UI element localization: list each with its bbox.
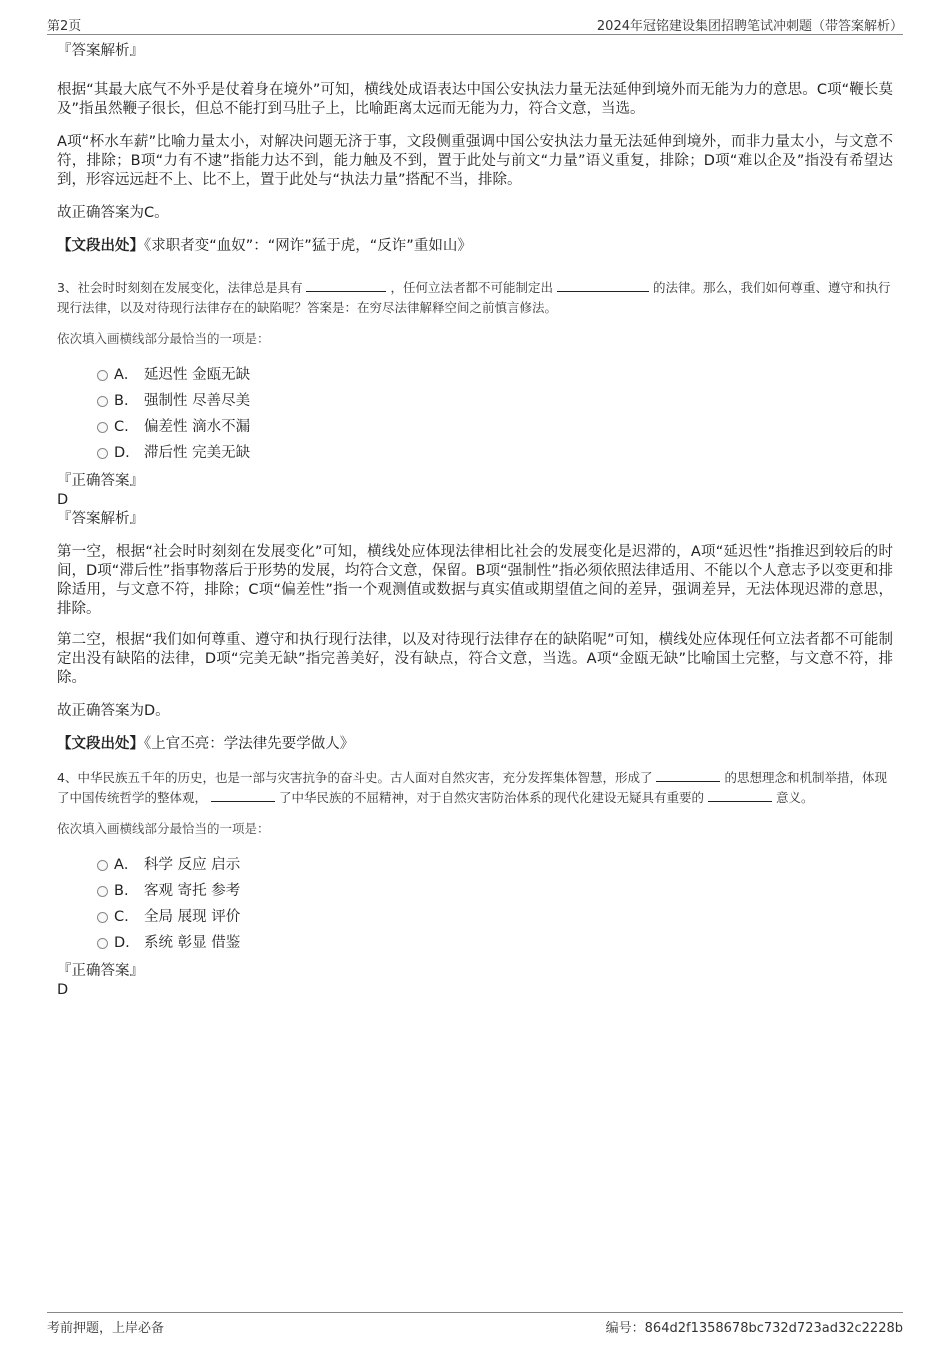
analysis-label: 『答案解析』: [57, 43, 144, 59]
fill-blank: [211, 788, 275, 802]
page-number: 第2页: [47, 19, 82, 34]
radio-icon[interactable]: [97, 448, 108, 459]
footer-slogan: 考前押题，上岸必备: [47, 1321, 165, 1336]
source-line: [57, 237, 893, 256]
question-instruction: 依次填入画横线部分最恰当的一项是：: [57, 331, 270, 346]
option-b[interactable]: B. 客观 寄托 参考: [57, 878, 893, 904]
radio-icon[interactable]: [97, 422, 108, 433]
option-d[interactable]: D. 滞后性 完美无缺: [57, 440, 893, 466]
question-stem: 3、社会时时刻刻在发展变化，法律总是具有 ，任何立法者都不可能制定出 的法律。那么，我们如何尊重、遵守和执行现行法律，以及对待现行法律存在的缺陷呢？答案是：在穷尽法律解释空间之前慎言修法。: [57, 280, 891, 315]
fill-blank: [656, 768, 720, 782]
fill-blank: [708, 788, 772, 802]
source-text: 《上官丕亮：学法律先要学做人》: [144, 736, 355, 752]
source-line: [57, 735, 893, 754]
option-b[interactable]: B. 强制性 尽善尽美: [57, 388, 893, 414]
fill-blank: [557, 278, 649, 292]
option-c[interactable]: C. 全局 展现 评价: [57, 904, 893, 930]
question-instruction: 依次填入画横线部分最恰当的一项是：: [57, 821, 270, 836]
option-c[interactable]: C. 偏差性 滴水不漏: [57, 414, 893, 440]
option-list: [57, 362, 893, 466]
page-header: [47, 12, 903, 35]
conclusion-paragraph: 故正确答案为C。: [57, 205, 169, 221]
correct-answer-label: 『正确答案』: [57, 473, 144, 489]
radio-icon[interactable]: [97, 860, 108, 871]
analysis-paragraph: A项“杯水车薪”比喻力量太小，对解决问题无济于事，文段侧重强调中国公安执法力量无法延伸到境外，而非力量太小，与文意不符，排除；B项“力有不逮”指能力达不到，能力触及不到，置于此处与前文“力量”语义重复，排除；D项“难以企及”指没有希望达到，形容远远赶不上、比不上，置于此处与“执法力量”搭配不当，排除。: [57, 134, 893, 188]
option-list: [57, 852, 893, 956]
correct-answer: D: [57, 492, 69, 508]
option-a[interactable]: A． 延迟性 金瓯无缺: [57, 362, 893, 388]
radio-icon[interactable]: [97, 912, 108, 923]
radio-icon[interactable]: [97, 370, 108, 381]
radio-icon[interactable]: [97, 396, 108, 407]
fill-blank: [306, 278, 386, 292]
radio-icon[interactable]: [97, 938, 108, 949]
page-footer: [47, 1312, 903, 1337]
analysis-paragraph: 第二空，根据“我们如何尊重、遵守和执行现行法律，以及对待现行法律存在的缺陷呢”可知，横线处应体现任何立法者都不可能制定出没有缺陷的法律，D项“完美无缺”指完善美好，没有缺点，符合文意，当选。A项“金瓯无缺”比喻国土完整，与文意不符，排除。: [57, 632, 893, 686]
source-label: 【文段出处】: [57, 736, 144, 752]
source-label: 【文段出处】: [57, 238, 144, 254]
correct-answer-label: 『正确答案』: [57, 963, 144, 979]
question-stem: 4、中华民族五千年的历史，也是一部与灾害抗争的奋斗史。古人面对自然灾害，充分发挥集体智慧，形成了 的思想理念和机制举措，体现了中国传统哲学的整体观， 了中华民族的不屈精神，对于自然灾害防治体系的现代化建设无疑具有重要的 意义。: [57, 770, 887, 805]
radio-icon[interactable]: [97, 886, 108, 897]
option-a[interactable]: A． 科学 反应 启示: [57, 852, 893, 878]
source-text: 《求职者变“血奴”：“网诈”猛于虎，“反诈”重如山》: [144, 238, 472, 254]
document-title: 2024年冠铭建设集团招聘笔试冲刺题（带答案解析）: [596, 19, 903, 34]
conclusion-paragraph: 故正确答案为D。: [57, 703, 170, 719]
analysis-paragraph: 第一空，根据“社会时时刻刻在发展变化”可知，横线处应体现法律相比社会的发展变化是迟滞的，A项“延迟性”指推迟到较后的时间，D项“滞后性”指事物落后于形势的发展，均符合文意，保留。B项“强制性”指必须依照法律适用、不能以个人意志予以变更和排除适用，与文意不符，排除；C项“偏差性”指一个观测值或数据与真实值或期望值之间的差异，强调差异，无法体现迟滞的意思，排除。: [57, 544, 893, 617]
page-content: [57, 42, 893, 1000]
analysis-label: 『答案解析』: [57, 511, 144, 527]
option-d[interactable]: D. 系统 彰显 借鉴: [57, 930, 893, 956]
analysis-paragraph: 根据“其最大底气不外乎是仗着身在境外”可知，横线处成语表达中国公安执法力量无法延伸到境外而无能为力的意思。C项“鞭长莫及”指虽然鞭子很长，但总不能打到马肚子上，比喻距离太远而无能为力，符合文意，当选。: [57, 82, 893, 117]
document-code: 编号：864d2f1358678bc732d723ad32c2228b: [605, 1321, 903, 1336]
correct-answer: D: [57, 982, 69, 998]
